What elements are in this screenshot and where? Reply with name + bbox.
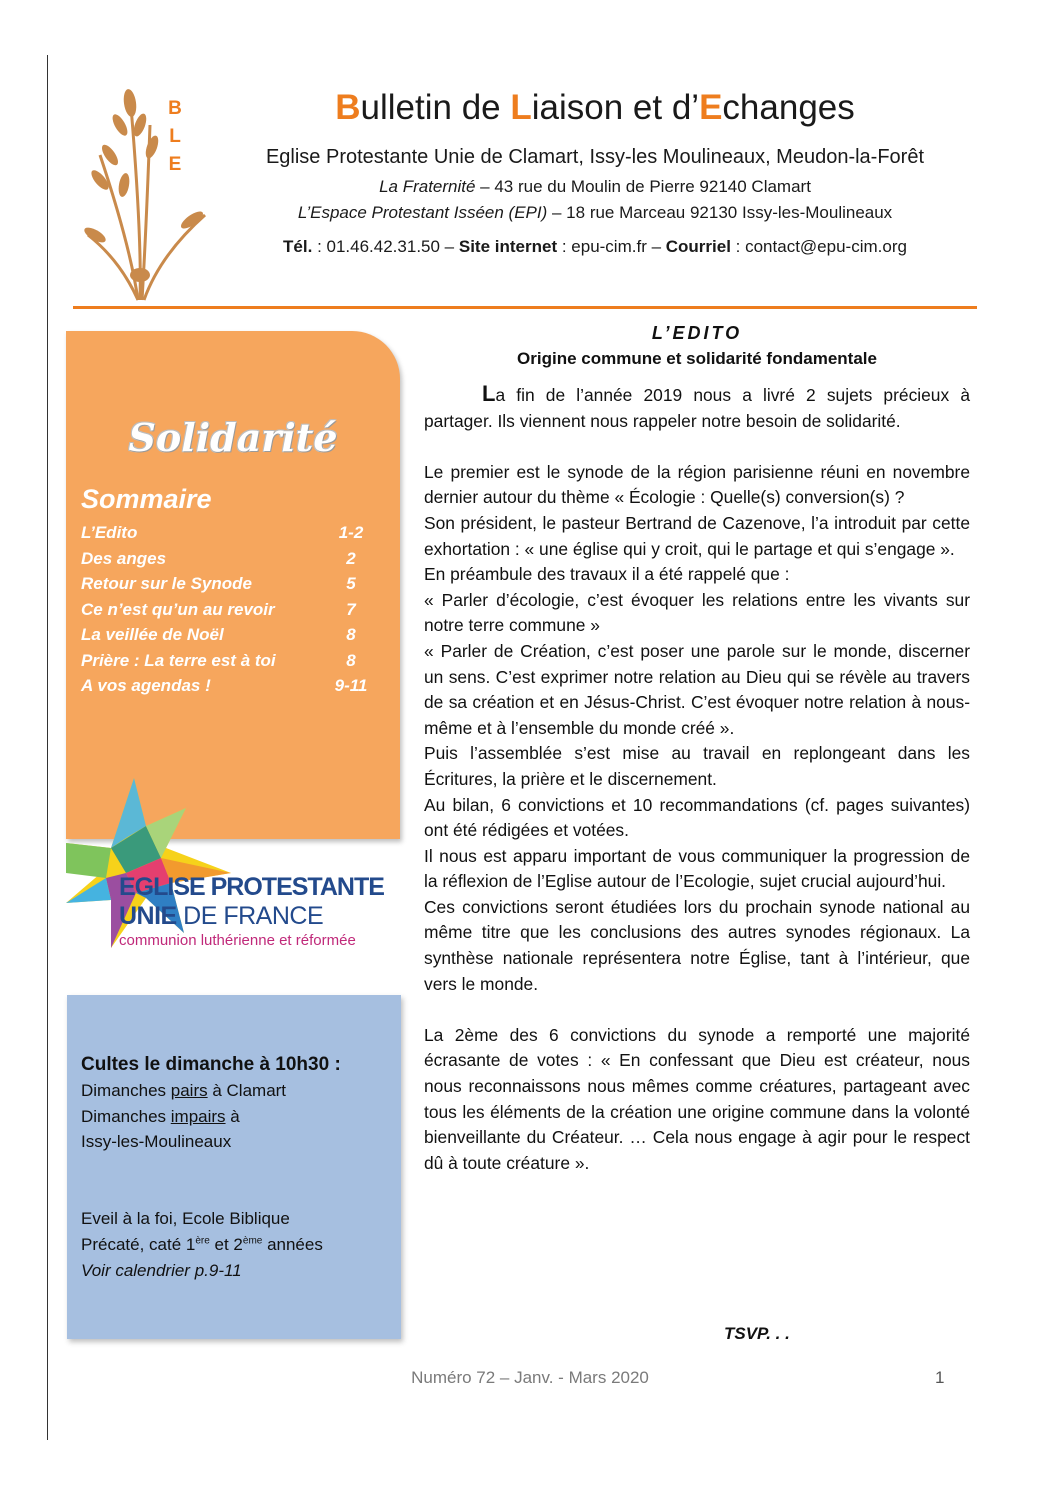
edito-paragraph: Ces convictions seront étudiées lors du prochain synode national au même titre que les conclusions des autres synodes régionaux. La synthèse nationale représentera notre Église, tant à l’intérieur, que vers le monde. <box>424 896 970 994</box>
edito-paragraph: « Parler de Création, c’est poser une parole sur le monde, discerner un sens. C’est exprimer notre relation au Dieu qui se révèle au travers de sa création et en Jésus-Christ. C’est évoquer notre relation à nous-même et à l’ensemble du monde créé ». <box>424 640 970 738</box>
services-line: Dimanches impairs à <box>81 1107 240 1126</box>
edito-body <box>424 381 970 1176</box>
table-of-contents <box>81 520 381 699</box>
edito-paragraph: Son président, le pasteur Bertrand de Cazenove, l’a introduit par cette exhortation : « une église qui y croit, qui le partage et qui s’engage ». <box>424 512 970 559</box>
toc-item: La veillée de Noël 8 <box>81 625 356 644</box>
toc-item: Ce n’est qu’un au revoir 7 <box>81 599 356 619</box>
calendar-reference: Voir calendrier p.9-11 <box>81 1261 242 1280</box>
edito-title: Origine commune et solidarité fondamentale <box>517 349 877 368</box>
edito-paragraph: « Parler d’écologie, c’est évoquer les relations entre les vivants sur notre terre commune » <box>424 589 970 636</box>
issue-number: Numéro 72 – Janv. - Mars 2020 <box>411 1368 649 1387</box>
edito-paragraph: Puis l’assemblée s’est mise au travail en replongeant dans les Écritures, la prière et le discernement. <box>424 743 970 789</box>
address-epi: L’Espace Protestant Isséen (EPI) – 18 rue Marceau 92130 Issy-les-Moulineaux <box>297 203 893 222</box>
edito-paragraph: La fin de l’année 2019 nous a livré 2 sujets précieux à partager. Ils viennent nous rappeler notre besoin de solidarité. <box>424 381 970 431</box>
edito-paragraph: Au bilan, 6 convictions et 10 recommandations (cf. pages suivantes) ont été rédigées et votées. <box>424 794 970 841</box>
theme-title: Solidarité <box>128 415 338 460</box>
edito-paragraph: La 2ème des 6 convictions du synode a remporté une majorité écrasante de votes : « En confessant que Dieu est créateur, nous nous reconnaissons nous mêmes comme créatures, partageant avec tous les éléments de la création une origine commune dans la volonté bienveillante du Créateur. … Cela nous engage à agir pour le respect dû à toute créature ». <box>424 1024 970 1173</box>
services-line: Eveil à la foi, Ecole Biblique <box>81 1209 290 1228</box>
contact-line: Tél. : 01.46.42.31.50 – Site internet : epu-cim.fr – Courriel : contact@epu-cim.org <box>283 237 907 256</box>
left-margin-rule <box>47 55 48 1440</box>
toc-item: Retour sur le Synode 5 <box>81 574 356 593</box>
wheat-logo-icon <box>80 85 215 305</box>
toc-item: L’Edito 1-2 <box>81 523 364 542</box>
address-fraternite: La Fraternité – 43 rue du Moulin de Pierre 92140 Clamart <box>379 177 811 196</box>
edito-paragraph: Il nous est apparu important de vous communiquer la progression de la réflexion de l’Eglise autour de l’Ecologie, sujet crucial aujourd’hui. <box>424 845 970 892</box>
edito-paragraph: Le premier est le synode de la région parisienne réuni en novembre dernier autour du thème « Écologie : Quelle(s) conversion(s) ? <box>424 461 970 508</box>
edito-label: L’EDITO <box>651 323 743 343</box>
toc-item: Prière : La terre est à toi 8 <box>81 650 356 670</box>
toc-item: Des anges 2 <box>81 548 356 568</box>
ble-vertical-initials: B L E <box>168 98 182 175</box>
epudf-logo: EGLISE PROTESTANTE UNIE DE FRANCE communion luthérienne et réformée <box>66 778 402 973</box>
services-line: Issy-les-Moulineaux <box>81 1132 232 1151</box>
services-line: Dimanches pairs à Clamart <box>81 1081 287 1100</box>
church-name: Eglise Protestante Unie de Clamart, Issy-les Moulineaux, Meudon-la-Forêt <box>265 146 925 168</box>
tsvp-note: TSVP. . . <box>724 1324 790 1343</box>
header-divider <box>73 306 977 309</box>
sommaire-heading: Sommaire <box>81 484 212 514</box>
edito-paragraph: En préambule des travaux il a été rappelé que : <box>424 564 790 585</box>
services-heading: Cultes le dimanche à 10h30 : <box>81 1054 341 1075</box>
services-line: Précaté, caté 1ère et 2ème années <box>81 1235 323 1254</box>
toc-item: A vos agendas ! 9-11 <box>81 676 368 695</box>
services-box <box>67 995 401 1339</box>
page-number: 1 <box>935 1368 945 1387</box>
bulletin-title: Bulletin de Liaison et d’Echanges <box>335 88 855 127</box>
